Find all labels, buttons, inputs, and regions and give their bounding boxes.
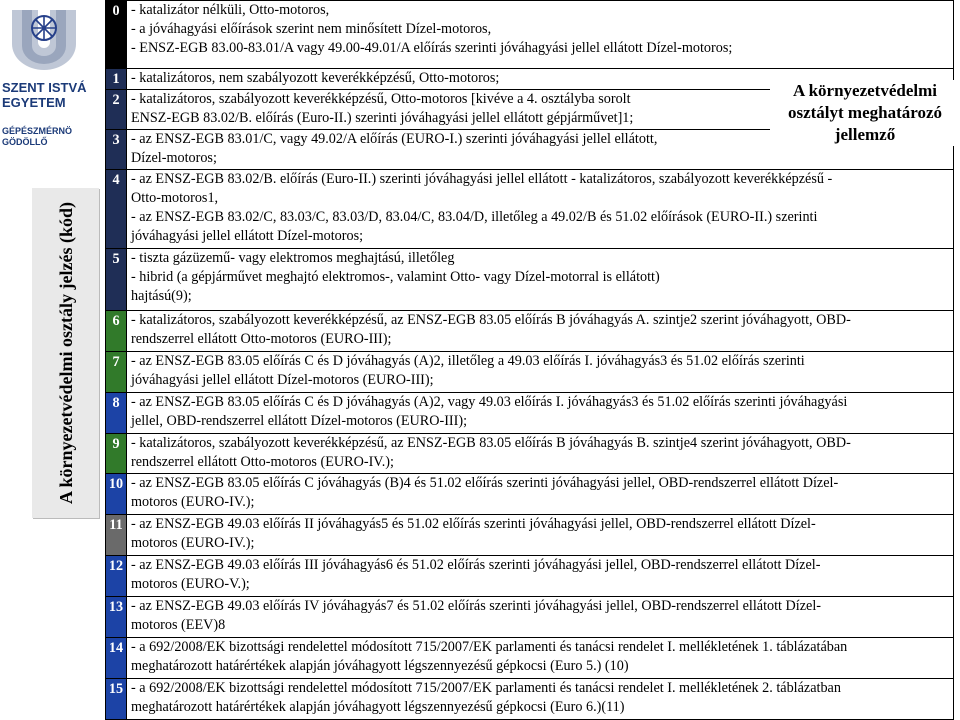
class-description [127,392,954,433]
description-line: - az ENSZ-EGB 49.03 előírás IV jóváhagyás7 és 51.02 előírás szerinti jóváhagyási jellel, OBD-rendszerrel ellátott Dízel- [131,598,821,615]
description-line: - katalizátor nélküli, Otto-motoros, [131,2,330,18]
description-line: - az ENSZ-EGB 83.05 előírás C és D jóváhagyás (A)2, illetőleg a 49.03 előírás I. jóváhagyás3 és 51.02 előírás szerinti [131,352,805,369]
description-line: rendszerrel ellátott Otto-motoros (EURO-III); [131,330,392,347]
class-description [127,638,954,679]
class-code: 3 [106,129,127,169]
class-description [127,310,954,351]
class-description [127,1,954,69]
table-row [106,515,954,556]
class-code: 6 [106,310,127,351]
description-line: motoros (EEV)8 [131,617,226,634]
table-row [106,433,954,474]
description-line: motoros (EURO-IV.); [131,535,255,552]
class-code: 5 [106,249,127,310]
description-line: hajtású(9); [131,288,192,305]
class-code: 8 [106,392,127,433]
table-row [106,679,954,720]
class-description [127,474,954,515]
description-line: - a jóváhagyási előírások szerint nem minősített Dízel-motoros, [131,21,492,37]
class-code: 0 [106,1,127,69]
table-row [106,1,954,69]
description-line: - az ENSZ-EGB 49.03 előírás III jóváhagyás6 és 51.02 előírás szerinti jóváhagyási jellel, OBD-rendszerrel ellátott Dízel- [131,557,821,574]
table-row [106,310,954,351]
description-line: - az ENSZ-EGB 83.05 előírás C jóváhagyás (B)4 és 51.02 előírás szerinti jóváhagyási jellel, OBD-rendszerrel ellátott Dízel- [131,475,839,492]
description-line: - a 692/2008/EK bizottsági rendelettel módosított 715/2007/EK parlamenti és tanácsi rendelet I. mellékletének 2. táblázatban [131,680,841,696]
description-line: jóváhagyási jellel ellátott Dízel-motoros (EURO-III); [131,371,434,388]
class-description [127,249,954,310]
class-code: 11 [106,515,127,556]
side-label-line2: osztályt meghatározó [787,103,943,122]
table-row [106,392,954,433]
class-code: 13 [106,597,127,638]
description-line: - tiszta gázüzemű- vagy elektromos meghajtású, illetőleg [131,250,455,267]
class-code: 7 [106,351,127,392]
class-code: 12 [106,556,127,597]
description-line: meghatározott határértékek alapján jóváhagyott légszennyezésű gépkocsi (Euro 6.)(11) [131,699,625,715]
class-description [127,351,954,392]
side-label-line1: A környezetvédelmi [793,81,937,100]
class-description [127,169,954,249]
description-line: meghatározott határértékek alapján jóváhagyott légszennyezésű gépkocsi (Euro 5.) (10) [131,658,629,675]
description-line: - az ENSZ-EGB 83.05 előírás C és D jóváhagyás (A)2, vagy 49.03 előírás I. jóváhagyás3 és 51.02 előírás szerinti jóváhagyási [131,393,848,410]
description-line: motoros (EURO-IV.); [131,494,255,511]
description-line: - az ENSZ-EGB 83.01/C, vagy 49.02/A előírás (EURO-I.) szerinti jóváhagyási jellel ellátott, [131,130,658,147]
description-line: - a 692/2008/EK bizottsági rendelettel módosított 715/2007/EK parlamenti és tanácsi rendelet I. mellékletének 1. táblázatában [131,639,848,656]
class-code: 1 [106,68,127,89]
side-label [770,80,960,146]
description-line: Dízel-motoros; [131,149,217,166]
vertical-label-box [32,188,99,518]
description-line: - ENSZ-EGB 83.00-83.01/A vagy 49.00-49.01/A előírás szerinti jóváhagyási jellel ellátott Dízel-motoros; [131,40,733,56]
table-row [106,638,954,679]
table-row [106,556,954,597]
university-name-line1: SZENT ISTVÁ [2,80,87,95]
faculty-name-line2: GÖDÖLLŐ [2,137,48,147]
description-line: - hibrid (a gépjárművet meghajtó elektromos-, valamint Otto- vagy Dízel-motorral is ellátott) [131,269,660,286]
class-description [127,556,954,597]
class-code: 4 [106,169,127,249]
table-row [106,474,954,515]
table-row [106,169,954,249]
description-line: - katalizátoros, nem szabályozott keverékképzésű, Otto-motoros; [131,69,500,86]
description-line: jóváhagyási jellel ellátott Dízel-motoros; [131,227,364,244]
description-line: ENSZ-EGB 83.02/B. előírás (Euro-II.) szerinti jóváhagyási jellel ellátott gépjárművet]1; [131,109,634,126]
table-row [106,597,954,638]
class-code: 15 [106,679,127,720]
description-line: jellel, OBD-rendszerrel ellátott Dízel-motoros (EURO-III); [131,412,468,429]
university-name-line2: EGYETEM [2,95,66,110]
description-line: - az ENSZ-EGB 49.03 előírás II jóváhagyás5 és 51.02 előírás szerinti jóváhagyási jellel, OBD-rendszerrel ellátott Dízel- [131,516,816,533]
sidebar [0,0,105,720]
description-line: - katalizátoros, szabályozott keverékképzésű, az ENSZ-EGB 83.05 előírás B jóváhagyás B. szintje4 szerint jóváhagyott, OBD- [131,434,851,451]
class-description [127,597,954,638]
description-line: motoros (EURO-V.); [131,576,250,593]
vertical-label: A környezetvédelmi osztály jelzés (kód) [55,202,76,504]
class-description [127,433,954,474]
description-line: - az ENSZ-EGB 83.02/C, 83.03/C, 83.03/D, 83.04/C, 83.04/D, illetőleg a 49.02/B és 51.02 előírások (EURO-II.) szerinti [131,208,818,225]
description-line: rendszerrel ellátott Otto-motoros (EURO-IV.); [131,453,394,470]
class-description [127,515,954,556]
class-code: 14 [106,638,127,679]
description-line: - katalizátoros, szabályozott keverékképzésű, az ENSZ-EGB 83.05 előírás B jóváhagyás A. szintje2 szerint jóváhagyott, OBD- [131,311,851,328]
description-line: - katalizátoros, szabályozott keverékképzésű, Otto-motoros [kivéve a 4. osztályba sorolt [131,90,631,107]
class-code: 9 [106,433,127,474]
class-code: 10 [106,474,127,515]
university-logo-icon [8,6,80,72]
faculty-name-line1: GÉPÉSZMÉRNÖ [2,126,73,136]
side-label-line3: jellemző [834,125,896,144]
description-line: Otto-motoros1, [131,189,219,206]
table-row [106,249,954,310]
table-row [106,351,954,392]
description-line: - az ENSZ-EGB 83.02/B. előírás (Euro-II.) szerinti jóváhagyási jellel ellátott - katalizátoros, szabályozott keverékképzésű - [131,170,833,187]
class-code: 2 [106,89,127,129]
class-description [127,679,954,720]
